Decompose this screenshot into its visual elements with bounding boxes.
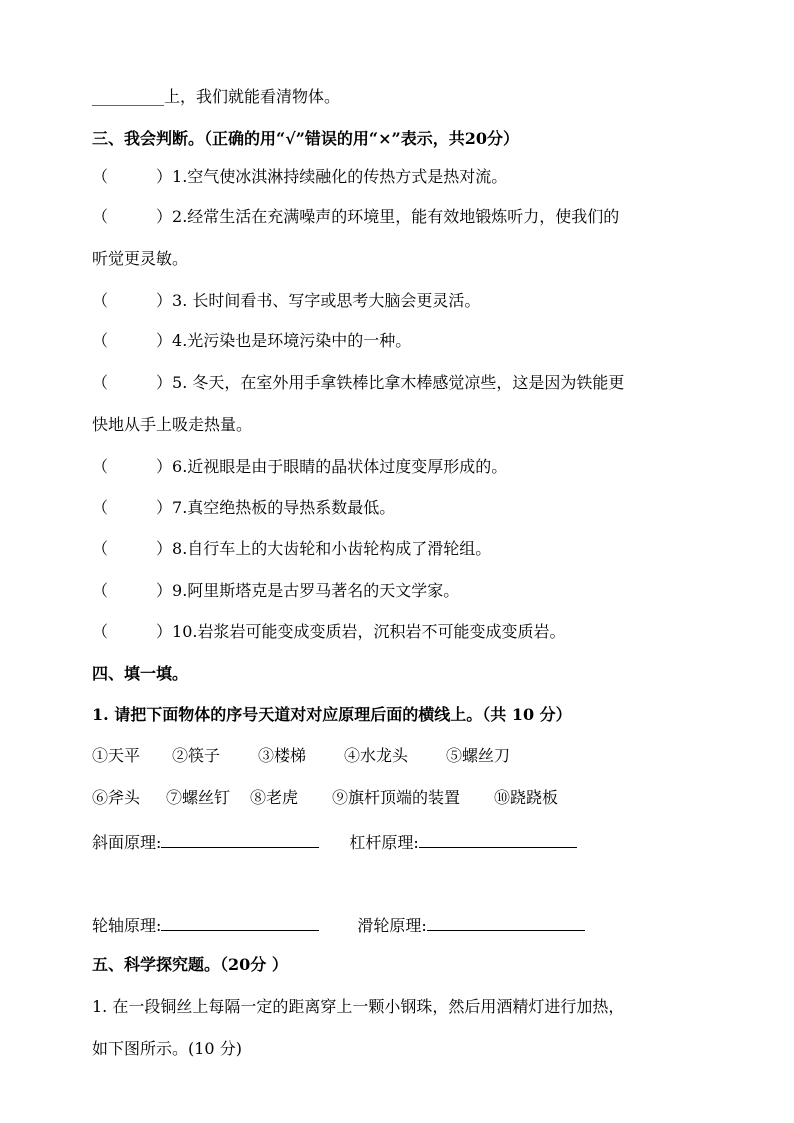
answer-paren[interactable]: （ ）: [92, 373, 173, 392]
judge-item-text: 3. 长时间看书、写字或思考大脑会更灵活。: [172, 291, 481, 310]
fill-in-line: [92, 86, 340, 108]
answer-paren[interactable]: （ ）: [92, 457, 173, 476]
judge-item-5: [92, 372, 624, 394]
answer-paren[interactable]: （ ）: [92, 498, 173, 517]
section-4-title: 四、填一填。: [92, 664, 189, 683]
option-item: ③楼梯: [258, 746, 307, 765]
judge-item-8: [92, 538, 491, 560]
judge-item-text: 6.近视眼是由于眼睛的晶状体过度变厚形成的。: [172, 457, 508, 476]
option-item: ⑧老虎: [250, 788, 299, 807]
pulley-principle-label: 滑轮原理:: [357, 916, 427, 935]
fill-in-text: 上，我们就能看清物体。: [164, 87, 341, 106]
answer-paren[interactable]: （ ）: [92, 331, 173, 350]
option-item: ②筷子: [172, 746, 221, 765]
option-item: ①天平: [92, 746, 141, 765]
section-5-question-1-line-1: 1. 在一段铜丝上每隔一定的距离穿上一颗小钢珠，然后用酒精灯进行加热，: [92, 997, 625, 1016]
judge-item-7: [92, 497, 395, 519]
options-row-2: [92, 787, 558, 809]
incline-answer-line[interactable]: [161, 829, 319, 848]
answer-paren[interactable]: （ ）: [92, 622, 173, 641]
option-item: ⑩跷跷板: [494, 788, 559, 807]
judge-item-text: 2.经常生活在充满噪声的环境里，能有效地锻炼听力，使我们的: [172, 207, 620, 226]
judge-item-6: [92, 456, 507, 478]
lever-principle-label: 杠杆原理:: [349, 833, 419, 852]
judge-item-text: 8.自行车上的大齿轮和小齿轮构成了滑轮组。: [172, 539, 492, 558]
judge-item-text: 1.空气使冰淇淋持续融化的传热方式是热对流。: [172, 167, 508, 186]
principle-row-1: [92, 829, 577, 854]
answer-paren[interactable]: （ ）: [92, 207, 173, 226]
section-3-title: 三、我会判断。（正确的用“√”错误的用“×”表示，共20分）: [92, 129, 520, 148]
judge-item-text: 4.光污染也是环境污染中的一种。: [172, 331, 412, 350]
option-item: ⑦螺丝钉: [166, 788, 231, 807]
answer-paren[interactable]: （ ）: [92, 167, 173, 186]
option-item: ⑤螺丝刀: [446, 746, 511, 765]
option-item: ⑥斧头: [92, 788, 141, 807]
answer-paren[interactable]: （ ）: [92, 539, 173, 558]
wheel-axle-principle-label: 轮轴原理:: [92, 916, 162, 935]
judge-item-1: [92, 166, 507, 188]
judge-item-2-continuation: 听觉更灵敏。: [92, 249, 189, 268]
options-row-1: [92, 745, 510, 767]
judge-item-text: 5. 冬天，在室外用手拿铁棒比拿木棒感觉凉些，这是因为铁能更: [172, 373, 625, 392]
section-5-title: 五、科学探究题。（20分 ）: [92, 955, 288, 974]
judge-item-5-continuation: 快地从手上吸走热量。: [92, 415, 253, 434]
section-5-question-1-line-2: 如下图所示。(10 分): [92, 1039, 242, 1058]
judge-item-text: 7.真空绝热板的导热系数最低。: [172, 498, 396, 517]
principle-row-2: [92, 912, 585, 937]
option-item: ④水龙头: [344, 746, 409, 765]
judge-item-9: [92, 580, 459, 602]
section-4-question-1: 1. 请把下面物体的序号天道对对应原理后面的横线上。（共 10 分）: [92, 705, 572, 724]
judge-item-4: [92, 330, 411, 352]
answer-blank: _________: [92, 87, 164, 106]
judge-item-text: 9.阿里斯塔克是古罗马著名的天文学家。: [172, 581, 460, 600]
judge-item-text: 10.岩浆岩可能变成变质岩，沉积岩不可能变成变质岩。: [172, 622, 566, 641]
lever-answer-line[interactable]: [419, 829, 577, 848]
pulley-answer-line[interactable]: [427, 912, 585, 931]
incline-principle-label: 斜面原理:: [92, 833, 162, 852]
wheel-axle-answer-line[interactable]: [161, 912, 319, 931]
judge-item-2: [92, 206, 619, 228]
option-item: ⑨旗杆顶端的装置: [332, 788, 461, 807]
answer-paren[interactable]: （ ）: [92, 581, 173, 600]
judge-item-3: [92, 290, 480, 312]
judge-item-10: [92, 621, 565, 643]
answer-paren[interactable]: （ ）: [92, 291, 173, 310]
